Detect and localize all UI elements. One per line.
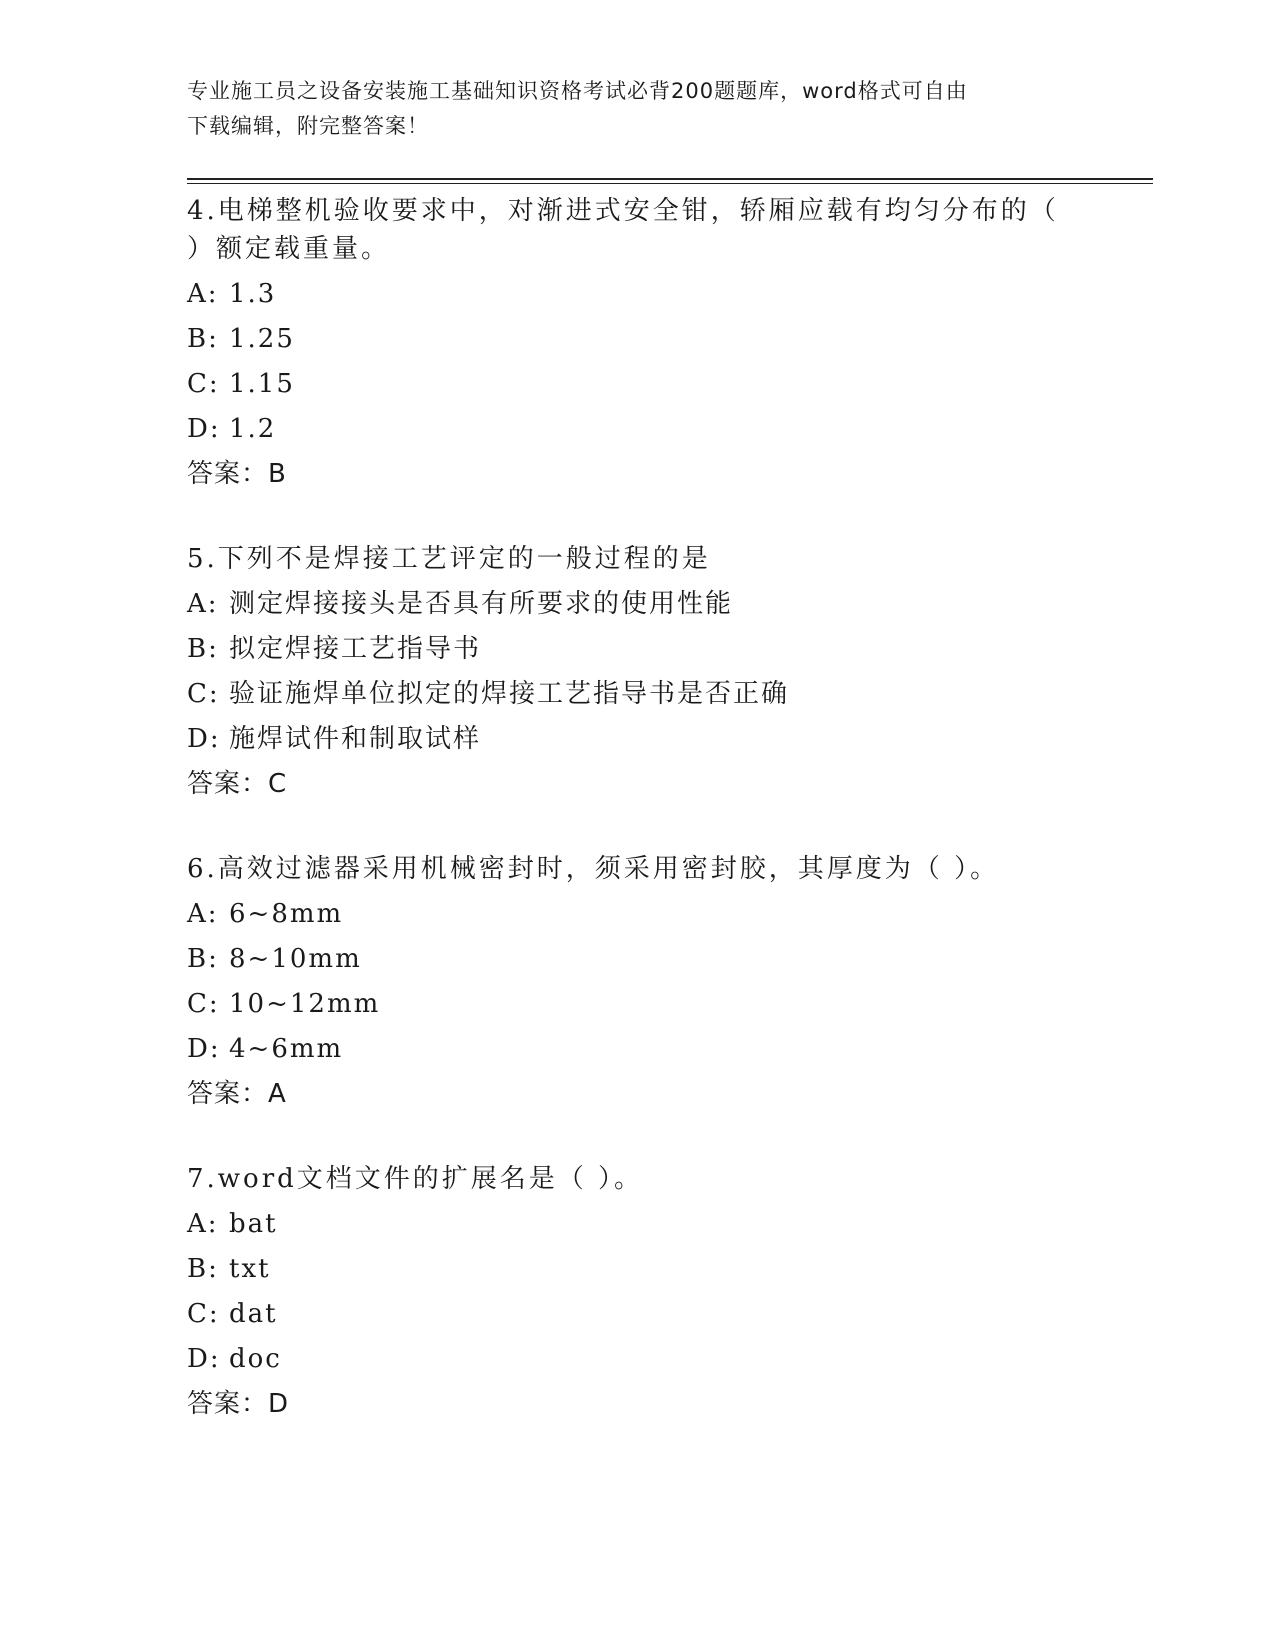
option-text: doc [229,1344,282,1374]
option-letter: C: [187,369,220,399]
option-a [187,586,1067,631]
option-text: 1.3 [229,279,277,309]
question-7 [187,1160,1067,1426]
option-letter: A: [187,899,219,929]
option-b [187,1251,1067,1296]
option-letter: D: [187,1034,221,1064]
option-text: bat [229,1209,278,1239]
header-line-1: 专业施工员之设备安装施工基础知识资格考试必背200题题库，word格式可自由 [187,79,968,103]
question-5 [187,540,1067,806]
option-letter: B: [187,324,219,354]
question-text: 4.电梯整机验收要求中，对渐进式安全钳，轿厢应载有均匀分布的（ ）额定载重量。 [187,196,1059,264]
question-list [187,192,1067,1470]
option-d [187,411,1067,456]
option-text: 验证施焊单位拟定的焊接工艺指导书是否正确 [229,679,790,709]
option-text: 4~6mm [229,1034,344,1064]
option-letter: D: [187,414,221,444]
question-6 [187,850,1067,1116]
question-4 [187,192,1067,496]
header-divider-thin [187,183,1153,184]
option-b [187,321,1067,366]
option-letter: C: [187,679,220,709]
option-b [187,631,1067,676]
option-a [187,1206,1067,1251]
answer-label: 答案：C [187,769,288,799]
option-a [187,276,1067,321]
header-line-2: 下载编辑，附完整答案！ [187,114,429,138]
option-letter: B: [187,944,219,974]
option-letter: A: [187,1209,219,1239]
option-letter: A: [187,589,219,619]
option-text: 1.15 [229,369,295,399]
answer-label: 答案：A [187,1079,287,1109]
option-b [187,941,1067,986]
option-c [187,1296,1067,1341]
question-text: 6.高效过滤器采用机械密封时，须采用密封胶，其厚度为（ ）。 [187,854,1000,884]
option-letter: C: [187,1299,220,1329]
option-d [187,1341,1067,1386]
option-text: 8~10mm [229,944,362,974]
option-d [187,1031,1067,1076]
option-a [187,896,1067,941]
question-text: 7.word文档文件的扩展名是（ ）。 [187,1164,644,1194]
option-c [187,366,1067,411]
option-text: 6~8mm [229,899,344,929]
option-text: 1.2 [229,414,277,444]
option-letter: D: [187,724,221,754]
option-text: txt [229,1254,271,1284]
document-header [187,74,1067,144]
option-text: dat [229,1299,278,1329]
option-c [187,676,1067,721]
option-letter: B: [187,634,219,664]
question-text: 5.下列不是焊接工艺评定的一般过程的是 [187,544,711,574]
option-text: 拟定焊接工艺指导书 [229,634,482,664]
answer-label: 答案：D [187,1389,290,1419]
answer-label: 答案：B [187,459,287,489]
option-d [187,721,1067,766]
option-letter: C: [187,989,220,1019]
header-divider [187,178,1153,180]
option-text: 1.25 [229,324,295,354]
option-text: 测定焊接接头是否具有所要求的使用性能 [229,589,734,619]
option-letter: A: [187,279,219,309]
option-c [187,986,1067,1031]
option-letter: B: [187,1254,219,1284]
option-text: 施焊试件和制取试样 [229,724,482,754]
option-text: 10~12mm [229,989,381,1019]
option-letter: D: [187,1344,221,1374]
